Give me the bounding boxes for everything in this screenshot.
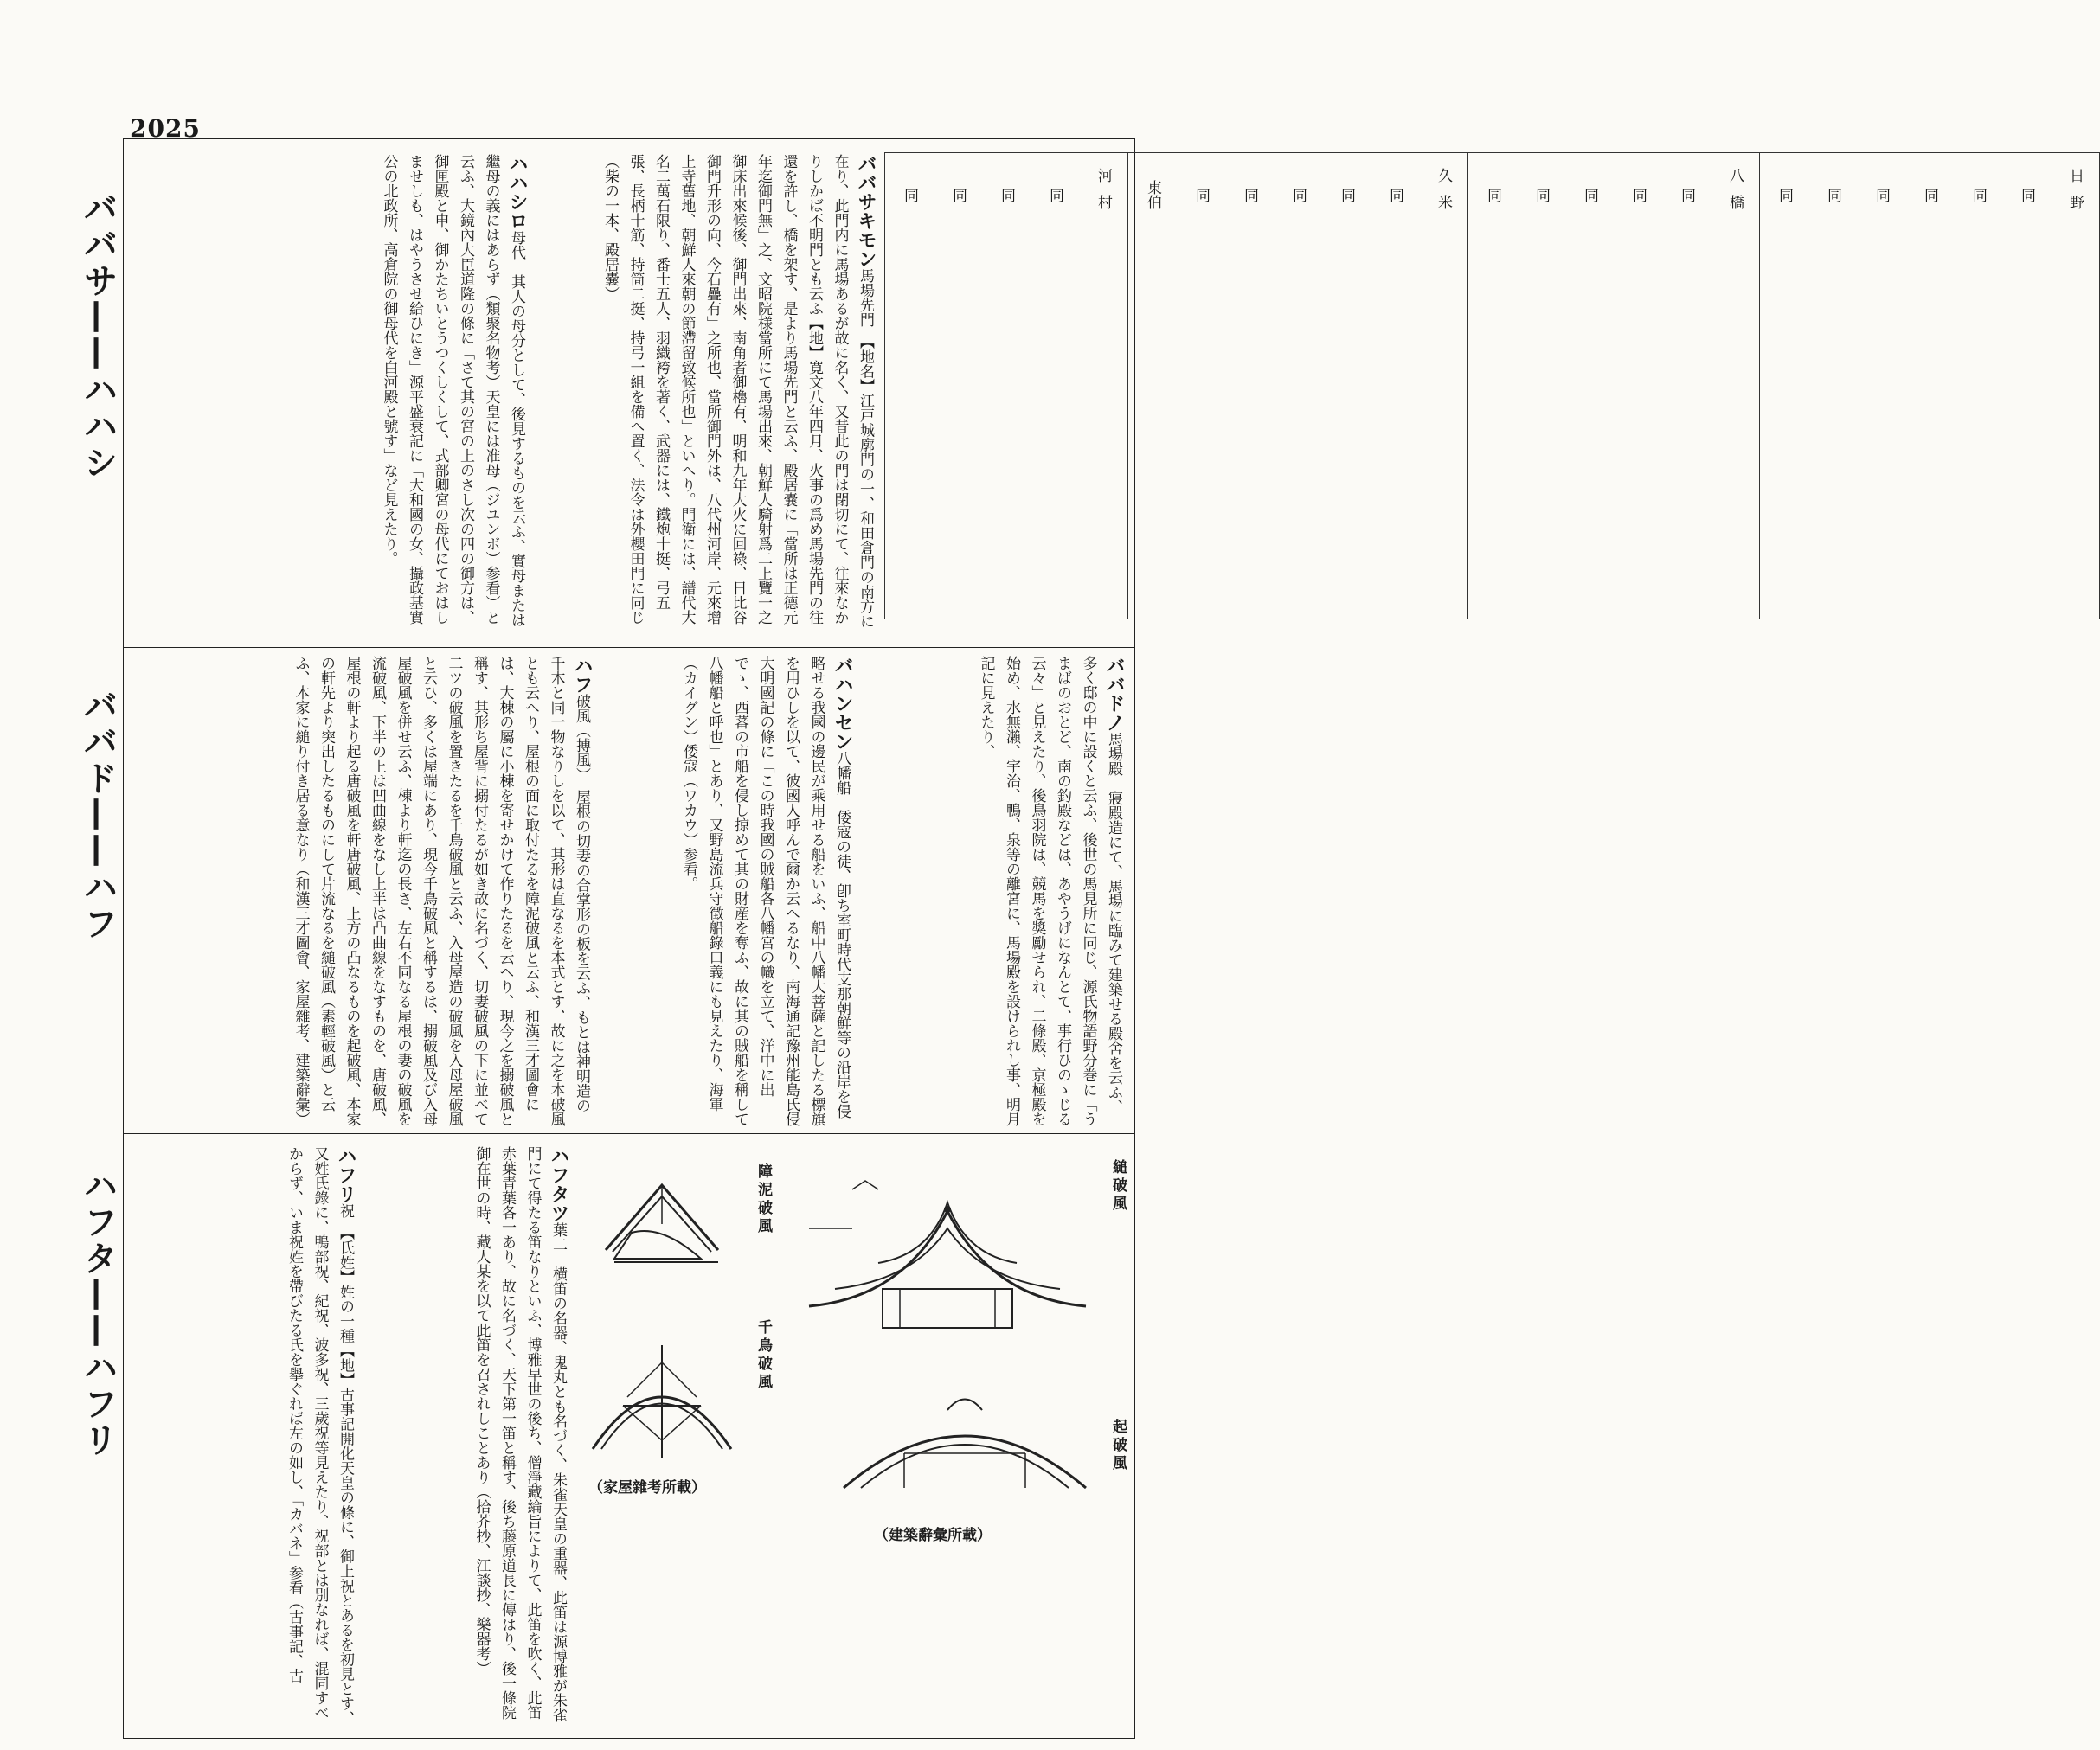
- entry-body-babasakimon: 馬場先門 【地名】江戸城廓門の一、和田倉門の南方に在り、此門内に馬場あるが故に名く、又昔此の門は閉切にて、往來なかりしかば不明門とも云ふ【地】寛文八年四月、火事の爲め馬場先門の往還を許し、橋を架す、是より馬場先門と云ふ、殿居嚢に「當所は正德元年迄御門無」之、文昭院様當所にて馬場出來、朝鮮人騎射爲二上覽一之御床出來候後、御門出來、南角者御櫓有、明和九年大火に回祿、日比谷御門升形の向、今石疊有」之所也、當所御門外は、八代州河岸、元來增上寺舊地、朝鮮人來朝の節滯留致候所也」といへり。門衛には、譜代大名二萬石限り、番士五人、羽織袴を著く、武器には、鐵炮十挺、弓五張、長柄十筋、持筒二挺、持弓一組を備へ置く、法令は外櫻田門に同じ（柴の一本、殿居嚢）: [601, 154, 874, 629]
- side-index-babasa: ババサ——ハハシ: [78, 190, 118, 481]
- divider-bottom: [123, 1133, 1135, 1134]
- entry-body-babadono: 馬場殿 寢殿造にて、馬場に臨みて建築せる殿舍を云ふ、多く邸の中に設くと云ふ、後世の馬見所に同じ、源氏物語野分巻に「うまばのおとど、南の釣殿などは、あやうげになんとて、事行ひのゝじる云々」と見えたり、後鳥羽院は、競馬を獎勵せられ、二條殿、京極殿を始め、水無瀨、宇治、鴨、泉等の離宮に、馬場殿を設けられし事、明月記に見えたり、: [977, 656, 1122, 1126]
- table-cell: 同: [1386, 187, 1403, 202]
- table-cell: 同: [1921, 187, 1938, 202]
- table-cell: 同: [949, 187, 967, 202]
- table-column: [1128, 153, 1468, 619]
- table-cell: 同: [1581, 187, 1598, 202]
- table-cell: 同: [901, 187, 918, 202]
- shodei-hafu-figure: [597, 1172, 727, 1276]
- headword-hafutatsu: ハフタツ: [548, 1146, 569, 1222]
- entry-body-hafutatsu: 葉二 横笛の名器、鬼丸とも名づく、朱雀天皇の重器、此笛は源博雅が朱雀門にて得たる笛なりといふ、博雅早世の後ち、僧淨藏綸旨によりて、此笛を吹く、此笛赤葉青葉各一あり、故に名づく、天下第一笛と稱す、後ち藤原道長に傳はり、後一條院御在世の時、藏人某を以て此笛を召されしことあり（拾芥抄、江談抄、樂器考）: [472, 1146, 567, 1722]
- table-cell: 同: [1678, 187, 1695, 202]
- side-index-babado: ババド——ハフ: [78, 688, 118, 942]
- page-number: 2025: [130, 114, 201, 143]
- table-cell: 同: [1872, 187, 1890, 202]
- table-cell: 同: [1776, 187, 1793, 202]
- table-cell: 久米: [1435, 168, 1452, 221]
- headword-bahansen: バハンセン: [832, 656, 853, 751]
- figure-label-mukuri: 起破風: [1109, 1419, 1127, 1473]
- headword-babasakimon: ババサキモン: [855, 154, 877, 268]
- entry-hafu: [132, 656, 594, 1127]
- table-column: [1468, 153, 1760, 619]
- table-column: [1760, 153, 2100, 619]
- temple-roof-figure: [800, 1159, 1095, 1349]
- caption-kenchiku: （建築辭彙所載）: [874, 1527, 992, 1544]
- table-cell: 同: [998, 187, 1015, 202]
- figure-label-sugari: 縋破風: [1109, 1159, 1127, 1214]
- entry-hafuri: [132, 1146, 358, 1726]
- table-cell: 同: [1824, 187, 1841, 202]
- figure-label-chidori: 千鳥破風: [755, 1319, 772, 1392]
- table-cell: 同: [1046, 187, 1063, 202]
- table-cell: 同: [1241, 187, 1258, 202]
- table-cell: 同: [1629, 187, 1647, 202]
- entry-body-hafu: 破風（搏風） 屋根の切妻の合掌形の板を云ふ、もとは神明造の千木と同一物なりしを以て、其形は直なるを本式とす、故に之を本破風とも云へり、屋根の面に取付たるを障泥破風と云ふ、和漢三才圖會には、大棟の屬に小棟を寄せかけて作りたるを云へり、現今之を搦破風と稱す、其形ち屋背に搦付たるが如き故に名づく、切妻破風の下に並べて二ツの破風を置きたるを千鳥破風と云ふ、入母屋造の破風を入母屋破風と云ひ、多くは屋端にあり、現今千鳥破風と稱するは、搦破風及び入母屋破風を併せ云ふ、棟より軒迄の長さ、左右不同なる屋根の妻の破風を流破風、下半の上は凹曲線をなし上半は凸曲線をなすものを、唐破風、屋根の軒より起る唐破風を軒唐破風、上方の凸なるものを起破風、本家の軒先より突出したるものにして片流なるを縋破風（素輕破風）と云ふ、本家に縋り付き居る意なり（和漢三才圖會、家屋雜考、建築辭彙）: [292, 656, 590, 1126]
- table-cell: 東伯: [1144, 180, 1161, 209]
- headword-hafu: ハフ: [571, 656, 593, 694]
- entry-babasakimon: [536, 154, 878, 638]
- table-cell: 同: [1969, 187, 1987, 202]
- figure-label-shodei: 障泥破風: [755, 1163, 772, 1236]
- entry-body-hafuri: 祝 【氏姓】姓の一種【地】古事記開化天皇の條に、御上祝とあるを初見とす、又姓氏錄に、鴨部祝、紀祝、波多祝、三歲祝等見えたり、祝部とは別なれば、混同すべからず、いま祝姓を帶びたる氏を擧ぐれば左の如し、「カバネ」参看（古事記、古: [286, 1146, 354, 1726]
- table-cell: 同: [1192, 187, 1210, 202]
- table-column: [885, 153, 1128, 619]
- headword-babadono: ババドノ: [1103, 656, 1125, 732]
- mukuri-hafu-figure: [835, 1375, 1095, 1505]
- caption-kaoku: （家屋雜考所載）: [588, 1479, 706, 1497]
- table-cell: 同: [1289, 187, 1307, 202]
- table-cell: 同: [1532, 187, 1550, 202]
- divider-top: [123, 647, 1135, 648]
- entry-hafutatsu: [363, 1146, 571, 1726]
- entry-body-hahashiro: 母代 其人の母分として、後見するものを云ふ、實母または繼母の義にはあらず（類聚名物考）天皇には准母（ジユンボ）参看）と云ふ、大鏡內大臣道隆の條に「さて其の宮の上のさし次の四の御方は、御匣殿と申、御かたちいとうつくしくして、式部卿宮の母代にておはしませしも、はやうさせ給ひにき」源平盛衰記に「大和國の女、攝政基實公の北政所、高倉院の御母代を白河殿と號す」など見えたり。: [380, 154, 525, 627]
- entry-babadono: [857, 656, 1127, 1127]
- table-cell: 八橋: [1726, 168, 1744, 221]
- table-cell: 日野: [2066, 168, 2084, 221]
- table-cell: 同: [1484, 187, 1501, 202]
- table-cell: 河村: [1095, 168, 1112, 221]
- chidori-hafu-figure: [588, 1311, 735, 1466]
- side-index-hafuta: ハフタ——ハフリ: [78, 1168, 118, 1458]
- entry-hahashiro: [132, 154, 530, 638]
- entry-bahansen: [597, 656, 855, 1127]
- headword-hahashiro: ハハシロ: [506, 154, 528, 230]
- entry-body-bahansen: 八幡船 倭寇の徒、卽ち室町時代支那朝鮮等の沿岸を侵略せる我國の邊民が乘用せる船をいふ、船中八幡大菩薩と記したる標旗を用ひしを以て、彼國人呼んで爾か云へるなり、南海通記豫州能島氏侵大明國記の條に「この時我國の賊船各八幡宮の幟を立て、洋中に出でゝ、西蕃の市船を侵し掠めて其の財産を奪ふ、故に其の賊船を稱して八幡船と呼也」とあり、又野島流兵守徵船錄口義にも見えたり、海軍（カイグン）倭寇（ワカウ）参看。: [680, 656, 851, 1126]
- headword-hafuri: ハフリ: [335, 1146, 356, 1203]
- record-table: [884, 152, 2100, 619]
- table-cell: 同: [1338, 187, 1355, 202]
- table-cell: 同: [2018, 187, 2035, 202]
